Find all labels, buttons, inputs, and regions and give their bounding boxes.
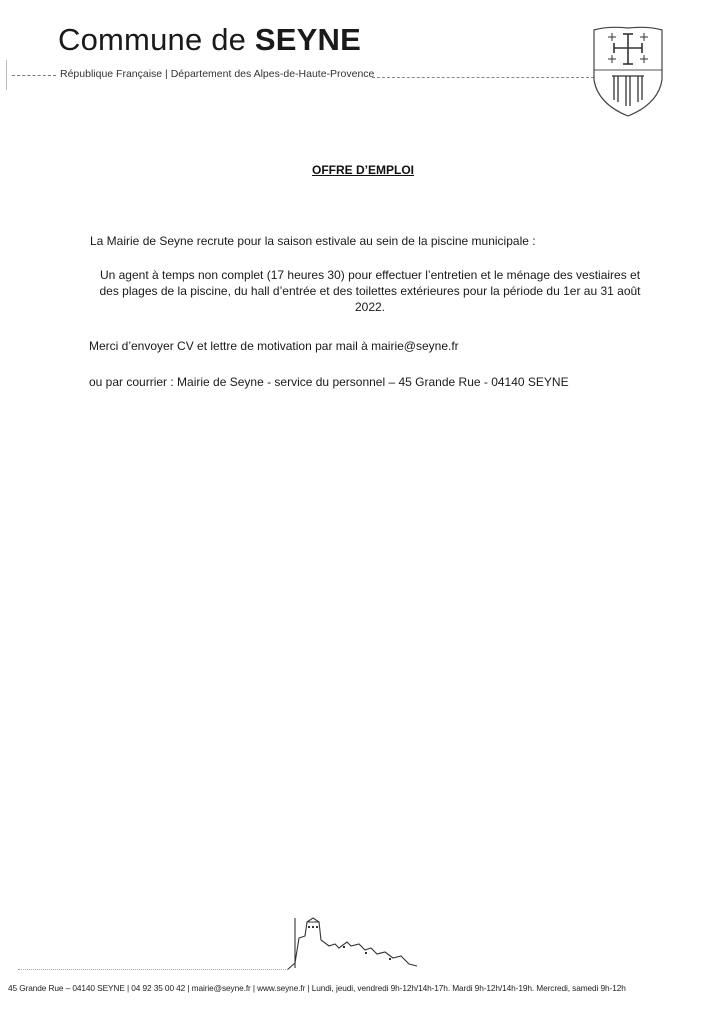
scan-margin-mark (6, 60, 7, 90)
header-subtitle: République Française | Département des Alpes-de-Haute-Provence (60, 68, 375, 80)
email-instructions: Merci d’envoyer CV et lettre de motivation par mail à mairie@seyne.fr (89, 339, 459, 353)
offer-intro: La Mairie de Seyne recrute pour la saison estivale au sein de la piscine municipale : (90, 234, 536, 248)
title-prefix: Commune de (58, 22, 255, 57)
offer-heading: OFFRE D’EMPLOI (312, 163, 414, 177)
mail-instructions: ou par courrier : Mairie de Seyne - service du personnel – 45 Grande Rue - 04140 SEYNE (89, 375, 569, 389)
header-divider-right (372, 77, 594, 78)
offer-description: Un agent à temps non complet (17 heures 30) pour effectuer l’entretien et le ménage des vestiaires et des plages de la piscine, du hall d’entrée et des toilettes extérieures pour la période du 1er au 31 août 2022. (99, 268, 641, 314)
village-silhouette-icon (285, 908, 425, 978)
title-town: SEYNE (254, 22, 362, 57)
footer-contact: 45 Grande Rue – 04140 SEYNE | 04 92 35 00 42 | mairie@seyne.fr | www.seyne.fr | Lundi, jeudi, vendredi 9h-12h/14h-17h. Mardi 9h-12h/14h-19h. Mercredi, samedi 9h-12h (8, 983, 626, 993)
document-title (58, 22, 361, 58)
footer-divider (18, 969, 288, 970)
header-divider-left (12, 75, 56, 76)
coat-of-arms-icon (588, 24, 668, 120)
